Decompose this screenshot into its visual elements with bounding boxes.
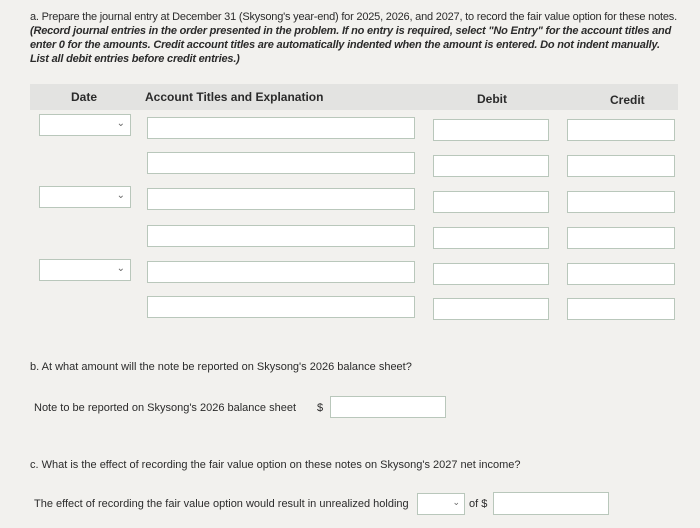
instructions-text: a. Prepare the journal entry at December 31 (Skysong's year-end) for 2025, 2026, and 2027, to record the fair value option for these notes.	[30, 11, 677, 23]
account-input-5[interactable]	[147, 261, 415, 283]
account-input-4[interactable]	[147, 225, 415, 247]
date-select-3[interactable]	[39, 259, 131, 281]
debit-input-1[interactable]	[433, 119, 549, 141]
debit-header: Debit	[477, 92, 507, 106]
credit-input-5[interactable]	[567, 263, 675, 285]
debit-input-3[interactable]	[433, 191, 549, 213]
unrealized-gain-loss-select[interactable]	[417, 493, 465, 515]
credit-input-3[interactable]	[567, 191, 675, 213]
credit-header: Credit	[610, 93, 645, 107]
debit-input-5[interactable]	[433, 263, 549, 285]
account-input-3[interactable]	[147, 188, 415, 210]
debit-input-6[interactable]	[433, 298, 549, 320]
part-c-of-label: of $	[469, 498, 488, 510]
part-b-amount-input[interactable]	[330, 396, 446, 418]
debit-input-4[interactable]	[433, 227, 549, 249]
credit-input-1[interactable]	[567, 119, 675, 141]
part-b-currency: $	[317, 402, 324, 414]
instructions-emphasis: (Record journal entries in the order presented in the problem. If no entry is required, select "No Entry" for the account titles and enter 0 for the amounts. Credit account titles are automatically indented when the amount is entered. Do not indent manually. List all debit entries before credit entries.)	[30, 25, 672, 65]
journal-table-header	[30, 84, 678, 110]
date-select-1[interactable]	[39, 114, 131, 136]
part-b-question: b. At what amount will the note be reported on Skysong's 2026 balance sheet?	[30, 361, 412, 373]
part-b-label: Note to be reported on Skysong's 2026 balance sheet	[34, 402, 297, 414]
account-input-1[interactable]	[147, 117, 415, 139]
chevron-down-icon: ⌄	[116, 118, 125, 129]
credit-input-6[interactable]	[567, 298, 675, 320]
date-select-2[interactable]	[39, 186, 131, 208]
chevron-down-icon: ⌄	[452, 497, 460, 507]
account-input-2[interactable]	[147, 152, 415, 174]
chevron-down-icon: ⌄	[116, 263, 125, 274]
account-header: Account Titles and Explanation	[145, 90, 324, 104]
credit-input-4[interactable]	[567, 227, 675, 249]
instructions	[30, 10, 680, 66]
part-c-question: c. What is the effect of recording the fair value option on these notes on Skysong's 2027 net income?	[30, 459, 521, 471]
part-c-amount-input[interactable]	[493, 492, 609, 515]
date-header: Date	[71, 90, 98, 104]
account-input-6[interactable]	[147, 296, 415, 318]
chevron-down-icon: ⌄	[116, 190, 125, 201]
debit-input-2[interactable]	[433, 155, 549, 177]
part-c-label: The effect of recording the fair value option would result in unrealized holding	[34, 498, 409, 510]
credit-input-2[interactable]	[567, 155, 675, 177]
